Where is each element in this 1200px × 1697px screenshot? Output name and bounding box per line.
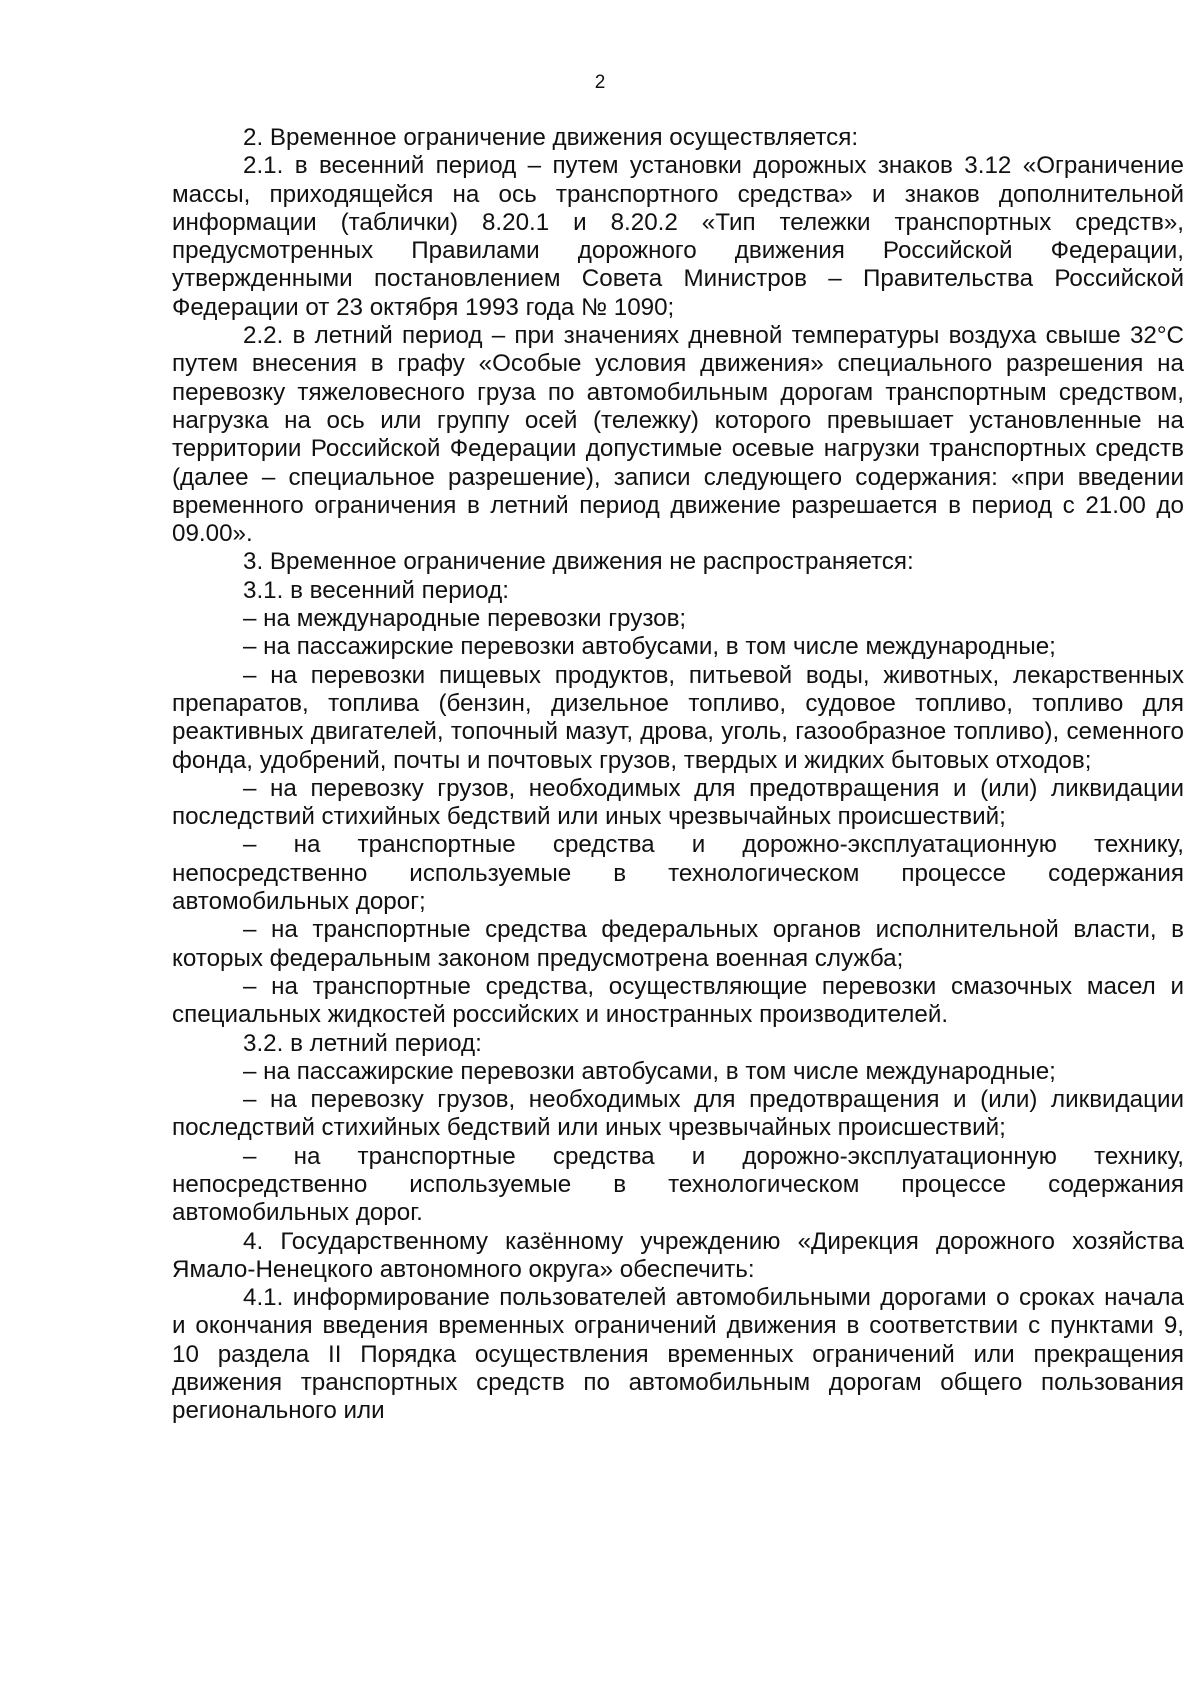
paragraph-3-1: 3.1. в весенний период: xyxy=(243,576,509,604)
paragraph-2-2: 2.2. в летний период – при значениях дневной температуры воздуха свыше 32°С путем внесения в графу «Особые условия движения» специального разрешения на перевозку тяжеловесного груза по автомобильным дорогам транспортным средством, нагрузка на ось или группу осей (тележку) которого превышает установленные на территории Российской Федерации допустимые осевые нагрузки транспортных средств (далее – специальное разрешение), записи следующего содержания: «при введении временного ограничения в летний период движение разрешается в период с 21.00 до 09.00». xyxy=(172,322,1184,548)
list-item: – на транспортные средства и дорожно-эксплуатационную технику, непосредственно используемые в технологическом процессе содержания автомобильных дорог. xyxy=(172,1142,1184,1227)
paragraph-4: 4. Государственному казённому учреждению «Дирекция дорожного хозяйства Ямало-Ненецкого автономного округа» обеспечить: xyxy=(172,1227,1184,1283)
list-item: – на транспортные средства, осуществляющие перевозки смазочных масел и специальных жидкостей российских и иностранных производителей. xyxy=(172,972,1184,1029)
page-number: 2 xyxy=(594,72,606,93)
list-item: – на перевозку грузов, необходимых для предотвращения и (или) ликвидации последствий стихийных бедствий или иных чрезвычайных происшествий; xyxy=(172,774,1184,831)
list-item: – на международные перевозки грузов; xyxy=(243,605,687,633)
list-item: – на пассажирские перевозки автобусами, в том числе международные; xyxy=(243,1057,1056,1085)
list-item: – на перевозку грузов, необходимых для предотвращения и (или) ликвидации последствий стихийных бедствий или иных чрезвычайных происшествий; xyxy=(172,1086,1184,1142)
list-item: – на пассажирские перевозки автобусами, в том числе международные; xyxy=(243,633,1056,661)
paragraph-4-1: 4.1. информирование пользователей автомобильными дорогами о сроках начала и окончания введения временных ограничений движения в соответствии с пунктами 9, 10 раздела II Порядка осуществления временных ограничений или прекращения движения транспортных средств по автомобильным дорогам общего пользования регионального или xyxy=(172,1284,1184,1425)
paragraph-2-1: 2.1. в весенний период – путем установки дорожных знаков 3.12 «Ограничение массы, приходящейся на ось транспортного средства» и знаков дополнительной информации (таблички) 8.20.1 и 8.20.2 «Тип тележки транспортных средств», предусмотренных Правилами дорожного движения Российской Федерации, утвержденными постановлением Совета Министров – Правительства Российской Федерации от 23 октября 1993 года № 1090; xyxy=(172,152,1184,321)
document-body xyxy=(172,124,1184,1426)
list-item: – на транспортные средства и дорожно-эксплуатационную технику, непосредственно используемые в технологическом процессе содержания автомобильных дорог; xyxy=(172,831,1184,916)
paragraph-3-2: 3.2. в летний период: xyxy=(243,1029,482,1057)
list-item: – на транспортные средства федеральных органов исполнительной власти, в которых федеральным законом предусмотрена военная служба; xyxy=(172,916,1184,972)
list-item: – на перевозки пищевых продуктов, питьевой воды, животных, лекарственных препаратов, топлива (бензин, дизельное топливо, судовое топливо, топливо для реактивных двигателей, топочный мазут, дрова, уголь, газообразное топливо), семенного фонда, удобрений, почты и почтовых грузов, твердых и жидких бытовых отходов; xyxy=(172,661,1184,774)
paragraph-2: 2. Временное ограничение движения осуществляется: xyxy=(243,124,859,151)
paragraph-3: 3. Временное ограничение движения не распространяется: xyxy=(243,548,914,576)
